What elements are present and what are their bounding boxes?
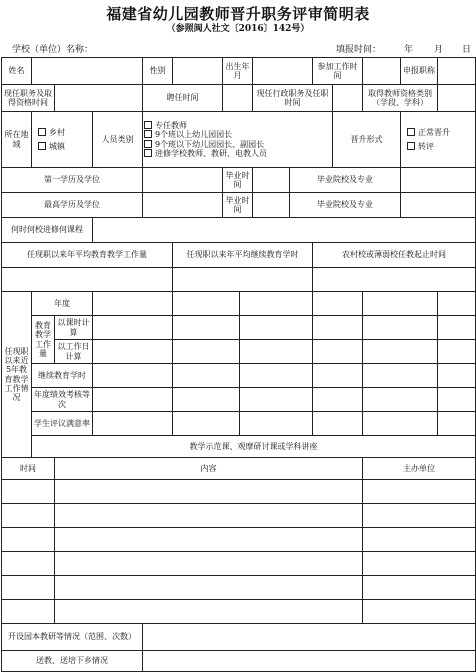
stat-cell[interactable] xyxy=(173,412,240,436)
demo-time-cell[interactable] xyxy=(2,504,55,528)
urban-label: 城镇 xyxy=(49,142,65,151)
demo-host-cell[interactable] xyxy=(363,504,476,528)
stat-cell[interactable] xyxy=(173,340,240,364)
rural-teaching-header: 农村校或薄弱校任教起止时间 xyxy=(313,243,476,268)
five-year-side-label: 任现职以来近5年教育教学工作情况 xyxy=(2,292,32,458)
demo-time-cell[interactable] xyxy=(2,600,55,624)
demo-host-cell[interactable] xyxy=(363,600,476,624)
category-option[interactable] xyxy=(144,149,331,158)
stat-cell[interactable] xyxy=(240,364,313,388)
normal-label: 正常晋升 xyxy=(418,127,450,137)
continuing-header: 任现职以来年平均继续教育学时 xyxy=(173,243,313,268)
stat-cell[interactable] xyxy=(313,388,363,412)
urban-checkbox[interactable] xyxy=(38,142,46,150)
first-education-field[interactable] xyxy=(143,168,223,193)
transfer-checkbox[interactable] xyxy=(407,142,415,150)
class-hours-label: 以课时计算 xyxy=(55,316,93,340)
personnel-type-options xyxy=(143,112,333,168)
course-label: 何时何校进修何课程 xyxy=(2,218,93,243)
demo-content-cell[interactable] xyxy=(55,552,363,576)
birth-label: 出生年月 xyxy=(223,58,253,85)
demo-time-cell[interactable] xyxy=(2,552,55,576)
stat-cell[interactable] xyxy=(93,388,173,412)
demo-host-cell[interactable] xyxy=(363,552,476,576)
hire-time-label: 聘任时间 xyxy=(143,85,223,112)
category-label: 专任教师 xyxy=(155,121,187,131)
stat-cell[interactable] xyxy=(313,316,363,340)
stat-cell[interactable] xyxy=(313,340,363,364)
demo-host-cell[interactable] xyxy=(363,528,476,552)
stat-cell[interactable] xyxy=(93,340,173,364)
promotion-form-options xyxy=(401,112,476,168)
demo-host-cell[interactable] xyxy=(363,576,476,600)
stat-cell[interactable] xyxy=(313,364,363,388)
rural-option[interactable] xyxy=(33,128,91,137)
qualification-label: 取得教师资格类别（学段、学科） xyxy=(363,85,438,112)
highest-education-field[interactable] xyxy=(143,193,223,218)
stat-cell[interactable] xyxy=(173,388,240,412)
date-year: 年 xyxy=(404,45,414,55)
category-checkbox[interactable] xyxy=(144,149,152,157)
category-label: 9个班以上幼儿园园长 xyxy=(155,130,233,140)
stat-cell[interactable] xyxy=(93,316,173,340)
personnel-type-label: 人员类别 xyxy=(93,112,143,168)
demo-content-cell[interactable] xyxy=(55,480,363,504)
apply-title-field[interactable] xyxy=(438,58,476,85)
transfer-label: 转评 xyxy=(418,142,434,151)
course-field[interactable] xyxy=(93,218,476,243)
workload-header: 任现职以来年平均教育教学工作量 xyxy=(2,243,173,268)
outreach-field[interactable] xyxy=(143,651,476,672)
stat-cell[interactable] xyxy=(313,412,363,436)
rural-label: 乡村 xyxy=(49,127,65,137)
rural-checkbox[interactable] xyxy=(38,128,46,136)
stat-cell[interactable] xyxy=(240,292,313,316)
date-label: 填报时间： xyxy=(336,45,382,55)
stat-cell[interactable] xyxy=(363,388,438,412)
demo-host-cell[interactable] xyxy=(363,480,476,504)
stat-cell[interactable] xyxy=(93,292,173,316)
category-option[interactable] xyxy=(144,130,331,139)
demo-content-cell[interactable] xyxy=(55,504,363,528)
demo-content-cell[interactable] xyxy=(55,600,363,624)
demo-content-cell[interactable] xyxy=(55,528,363,552)
stat-cell[interactable] xyxy=(438,316,476,340)
promotion-form-label: 晋升形式 xyxy=(333,112,401,168)
evaluation-table xyxy=(1,57,476,672)
category-checkbox[interactable] xyxy=(144,140,152,148)
normal-checkbox[interactable] xyxy=(407,128,415,136)
stat-cell[interactable] xyxy=(363,340,438,364)
stat-cell[interactable] xyxy=(93,364,173,388)
workload-value[interactable] xyxy=(2,268,173,292)
demo-section-title: 教学示范课、观摩研讨课或学科讲座 xyxy=(32,436,476,458)
work-start-field[interactable] xyxy=(363,58,401,85)
first-grad-time-label: 毕业时间 xyxy=(223,168,253,193)
demo-time-cell[interactable] xyxy=(2,480,55,504)
category-option[interactable] xyxy=(144,140,331,149)
current-title-field[interactable] xyxy=(55,85,143,112)
stat-cell[interactable] xyxy=(240,340,313,364)
transfer-option[interactable] xyxy=(402,142,474,151)
highest-school-field[interactable] xyxy=(401,193,476,218)
location-options xyxy=(32,112,93,168)
date-month: 月 xyxy=(434,45,444,55)
workload-sub-label: 教育教学工作量 xyxy=(32,316,55,364)
stat-cell[interactable] xyxy=(93,412,173,436)
outreach-label: 送教、送培下乡情况 xyxy=(2,651,143,672)
demo-host-header: 主办单位 xyxy=(363,458,476,480)
research-field[interactable] xyxy=(143,624,476,651)
name-field[interactable] xyxy=(32,58,143,85)
stat-cell[interactable] xyxy=(438,364,476,388)
highest-school-label: 毕业院校及专业 xyxy=(290,193,401,218)
form-title: 福建省幼儿园教师晋升职务评审简明表 xyxy=(106,5,370,23)
first-education-label: 第一学历及学位 xyxy=(2,168,143,193)
category-label: 进修学校教师、教研、电教人员 xyxy=(155,148,267,158)
form-subtitle: （参照闽人社文〔2016〕142号） xyxy=(166,24,310,34)
evaluation-label: 学生评议满意率 xyxy=(32,412,93,436)
apply-title-label: 申报职称 xyxy=(401,58,438,85)
continuing-hours-label: 继续教育学时 xyxy=(32,364,93,388)
stat-cell[interactable] xyxy=(438,340,476,364)
name-label: 姓名 xyxy=(2,58,32,85)
stat-cell[interactable] xyxy=(240,388,313,412)
demo-time-cell[interactable] xyxy=(2,528,55,552)
normal-option[interactable] xyxy=(402,128,474,137)
urban-option[interactable] xyxy=(33,142,91,151)
first-grad-time-field[interactable] xyxy=(253,168,290,193)
demo-time-cell[interactable] xyxy=(2,576,55,600)
stat-cell[interactable] xyxy=(438,388,476,412)
category-option[interactable] xyxy=(144,121,331,130)
school-name-label: 学校（单位）名称： xyxy=(12,45,94,55)
stat-cell[interactable] xyxy=(438,292,476,316)
demo-content-header: 内容 xyxy=(55,458,363,480)
gender-label: 性别 xyxy=(143,58,173,85)
hire-time-field[interactable] xyxy=(223,85,253,112)
work-start-label: 参加工作时间 xyxy=(313,58,363,85)
stat-cell[interactable] xyxy=(363,292,438,316)
assessment-label: 年度绩效考核等次 xyxy=(32,388,93,412)
category-checkbox[interactable] xyxy=(144,121,152,129)
year-label: 年度 xyxy=(32,292,93,316)
first-school-field[interactable] xyxy=(401,168,476,193)
stat-cell[interactable] xyxy=(240,316,313,340)
stat-cell[interactable] xyxy=(363,412,438,436)
qualification-field[interactable] xyxy=(438,85,476,112)
current-title-label: 现任职务及取得资格时间 xyxy=(2,85,55,112)
stat-cell[interactable] xyxy=(363,364,438,388)
date-day: 日 xyxy=(462,45,472,55)
work-days-label: 以工作日计算 xyxy=(55,340,93,364)
first-school-label: 毕业院校及专业 xyxy=(290,168,401,193)
birth-field[interactable] xyxy=(253,58,313,85)
research-label: 开设园本教研等情况（范围、次数） xyxy=(2,624,143,651)
stat-cell[interactable] xyxy=(438,412,476,436)
stat-cell[interactable] xyxy=(313,292,363,316)
highest-grad-time-field[interactable] xyxy=(253,193,290,218)
stat-cell[interactable] xyxy=(240,412,313,436)
demo-time-header: 时间 xyxy=(2,458,55,480)
continuing-value[interactable] xyxy=(173,268,313,292)
category-label: 9个班以下幼儿园园长、副园长 xyxy=(155,139,265,149)
stat-cell[interactable] xyxy=(173,364,240,388)
category-checkbox[interactable] xyxy=(144,130,152,138)
stat-cell[interactable] xyxy=(173,292,240,316)
gender-field[interactable] xyxy=(173,58,223,85)
admin-post-label: 现任行政职务及任职时间 xyxy=(253,85,333,112)
highest-education-label: 最高学历及学位 xyxy=(2,193,143,218)
rural-teaching-value[interactable] xyxy=(313,268,476,292)
stat-cell[interactable] xyxy=(173,316,240,340)
location-label: 所在地域 xyxy=(2,112,32,168)
stat-cell[interactable] xyxy=(363,316,438,340)
demo-content-cell[interactable] xyxy=(55,576,363,600)
highest-grad-time-label: 毕业时间 xyxy=(223,193,253,218)
admin-post-field[interactable] xyxy=(333,85,363,112)
